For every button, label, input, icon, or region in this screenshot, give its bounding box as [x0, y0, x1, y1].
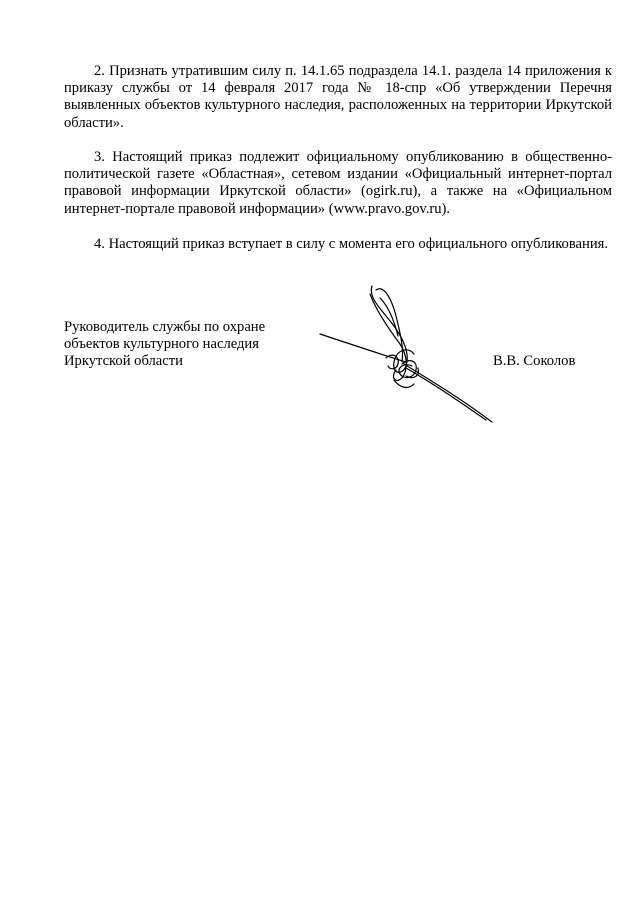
paragraph-item-2: 2. Признать утратившим силу п. 14.1.65 подраздела 14.1. раздела 14 приложения к приказу службы от 14 февраля 2017 года № 18-спр «Об утверждении Перечня выявленных объектов культурного наследия, расположенных на территории Иркутской области».: [64, 63, 612, 131]
signer-position: [64, 319, 314, 371]
handwritten-signature: [310, 280, 500, 430]
signer-position-line: Руководитель службы по охране: [64, 319, 266, 335]
signer-position-line: объектов культурного наследия: [64, 336, 259, 353]
signer-name: В.В. Соколов: [493, 353, 576, 369]
signer-position-line: Иркутской области: [64, 353, 183, 370]
paragraph-item-4: 4. Настоящий приказ вступает в силу с момента его официального опубликования.: [94, 236, 608, 252]
paragraph-item-3: 3. Настоящий приказ подлежит официальному опубликованию в общественно-политической газете «Областная», сетевом издании «Официальный интернет-портал правовой информации Иркутской области» (ogirk.ru), а также на «Официальном интернет-портале правовой информации» (www.pravo.gov.ru).: [64, 149, 612, 217]
